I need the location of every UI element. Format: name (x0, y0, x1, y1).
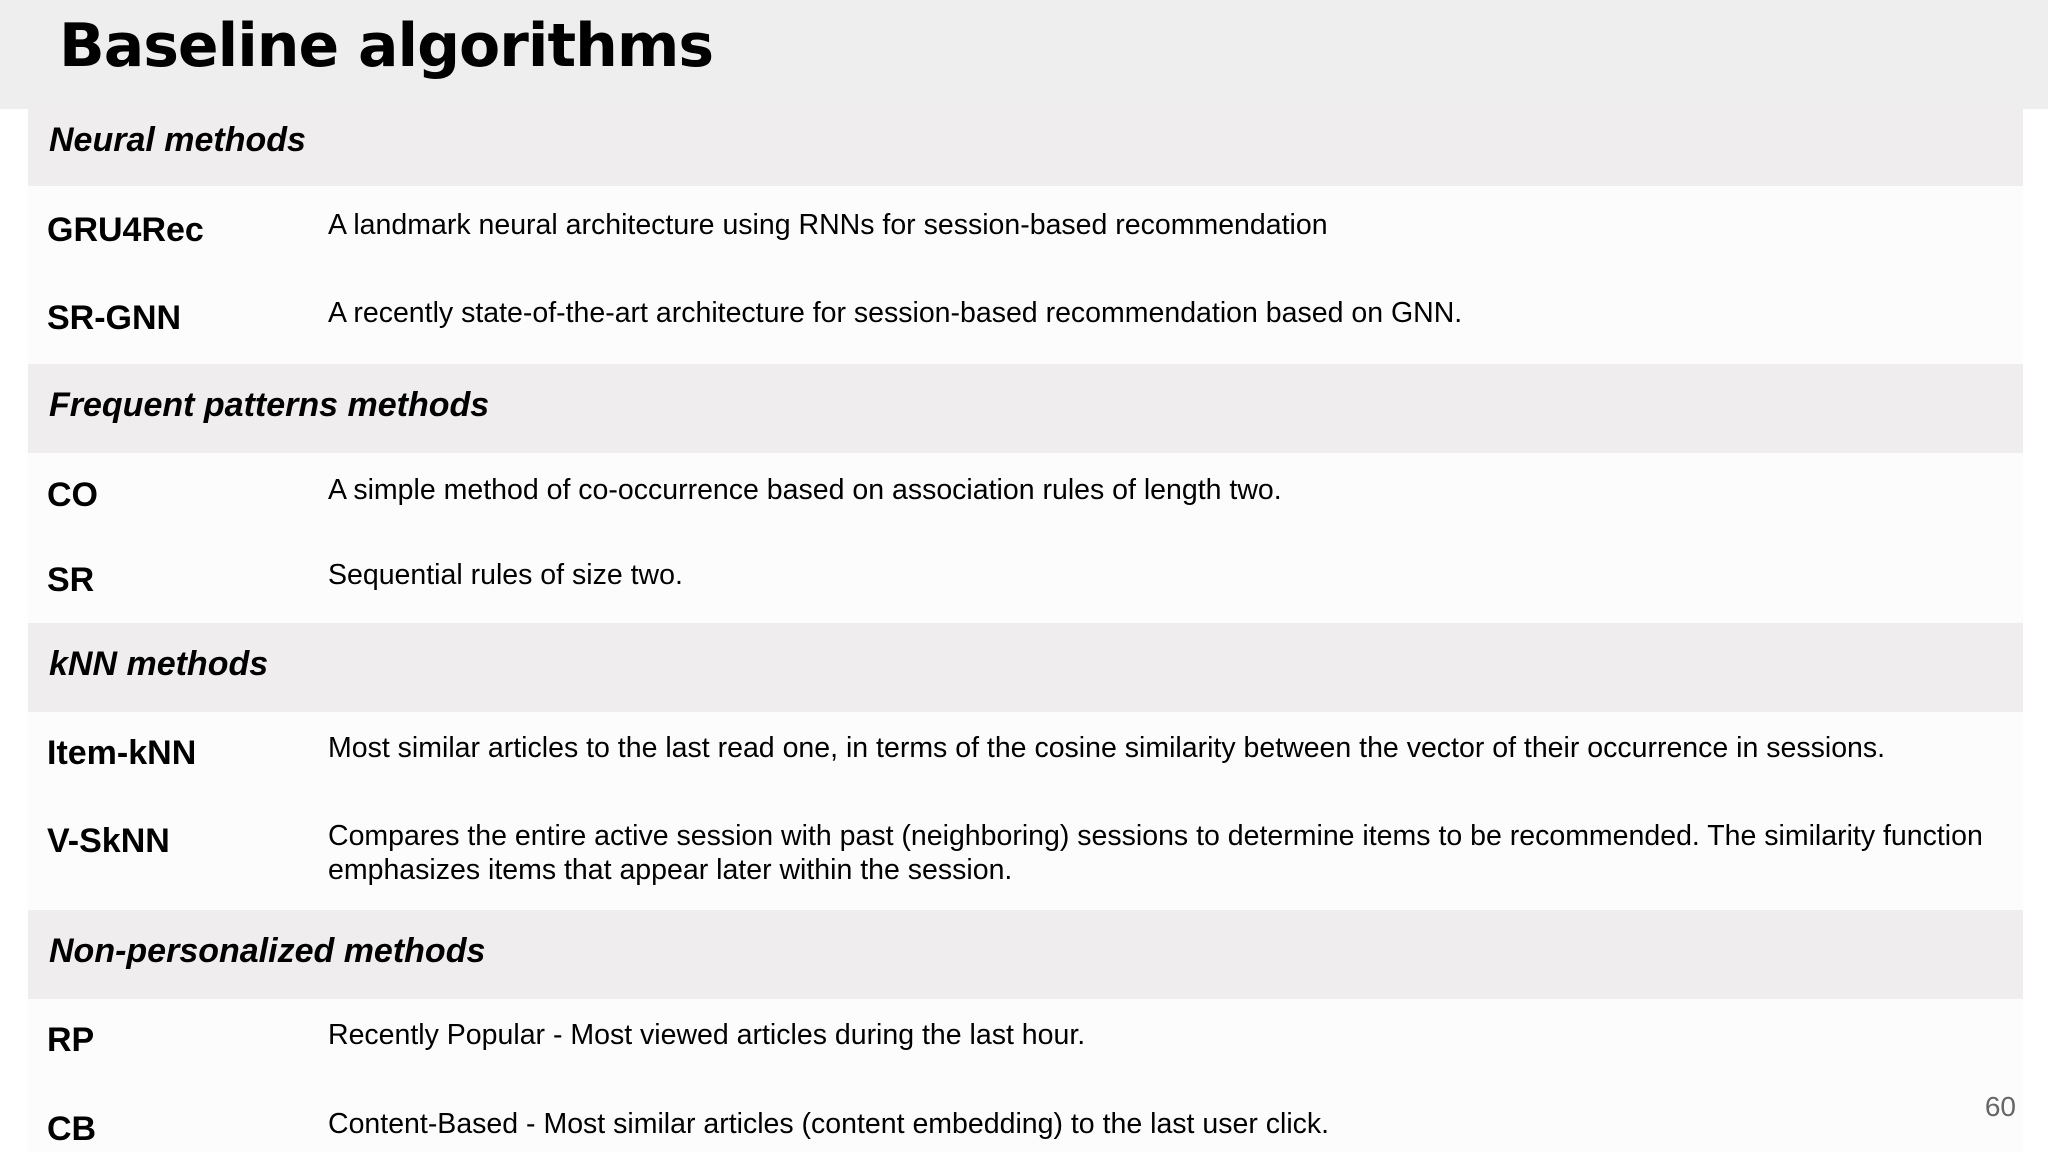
algorithm-name: RP (47, 1021, 95, 1059)
section-label: Frequent patterns methods (49, 386, 490, 424)
algorithm-description: Most similar articles to the last read one, in terms of the cosine similarity between the vector of their occurrence in sessions. (328, 732, 1886, 764)
algorithm-description: Recently Popular - Most viewed articles during the last hour. (328, 1019, 1086, 1051)
page-number: 60 (1984, 1091, 2016, 1122)
algorithm-description: Sequential rules of size two. (328, 559, 683, 591)
table-row (28, 801, 2023, 910)
algorithm-name: SR-GNN (47, 299, 182, 337)
algorithm-name: SR (47, 561, 95, 599)
table-row (28, 275, 2023, 364)
algorithm-description: A simple method of co-occurrence based on association rules of length two. (328, 474, 1282, 506)
section-label: Neural methods (49, 121, 306, 159)
section-header-frequent-patterns (28, 364, 2023, 453)
table-row (28, 1088, 2023, 1152)
slide-title: Baseline algorithms (59, 11, 714, 81)
algorithm-description: Compares the entire active session with past (neighboring) sessions to determine items to be recommended. The similarity function emphasizes items that appear later within the session. (328, 820, 1983, 886)
table-row (28, 186, 2023, 275)
algorithm-name: Item-kNN (47, 734, 197, 772)
section-label: Non-personalized methods (49, 932, 486, 970)
algorithm-description: A recently state-of-the-art architecture for session-based recommendation based on GNN. (328, 297, 1463, 329)
table-row (28, 999, 2023, 1088)
table-row (28, 538, 2023, 623)
table-row (28, 453, 2023, 538)
section-header-non-personalized (28, 910, 2023, 999)
algorithm-name: CO (47, 476, 98, 514)
section-header-neural (28, 109, 2023, 186)
table-row (28, 712, 2023, 801)
title-bar (0, 0, 2048, 109)
section-label: kNN methods (49, 645, 269, 683)
algorithm-description: Content-Based - Most similar articles (content embedding) to the last user click. (328, 1108, 1330, 1140)
section-header-knn (28, 623, 2023, 712)
algorithm-name: V-SkNN (47, 822, 170, 860)
algorithm-name: GRU4Rec (47, 211, 204, 249)
algorithm-name: CB (47, 1110, 97, 1148)
algorithm-description: A landmark neural architecture using RNNs for session-based recommendation (328, 209, 1328, 241)
